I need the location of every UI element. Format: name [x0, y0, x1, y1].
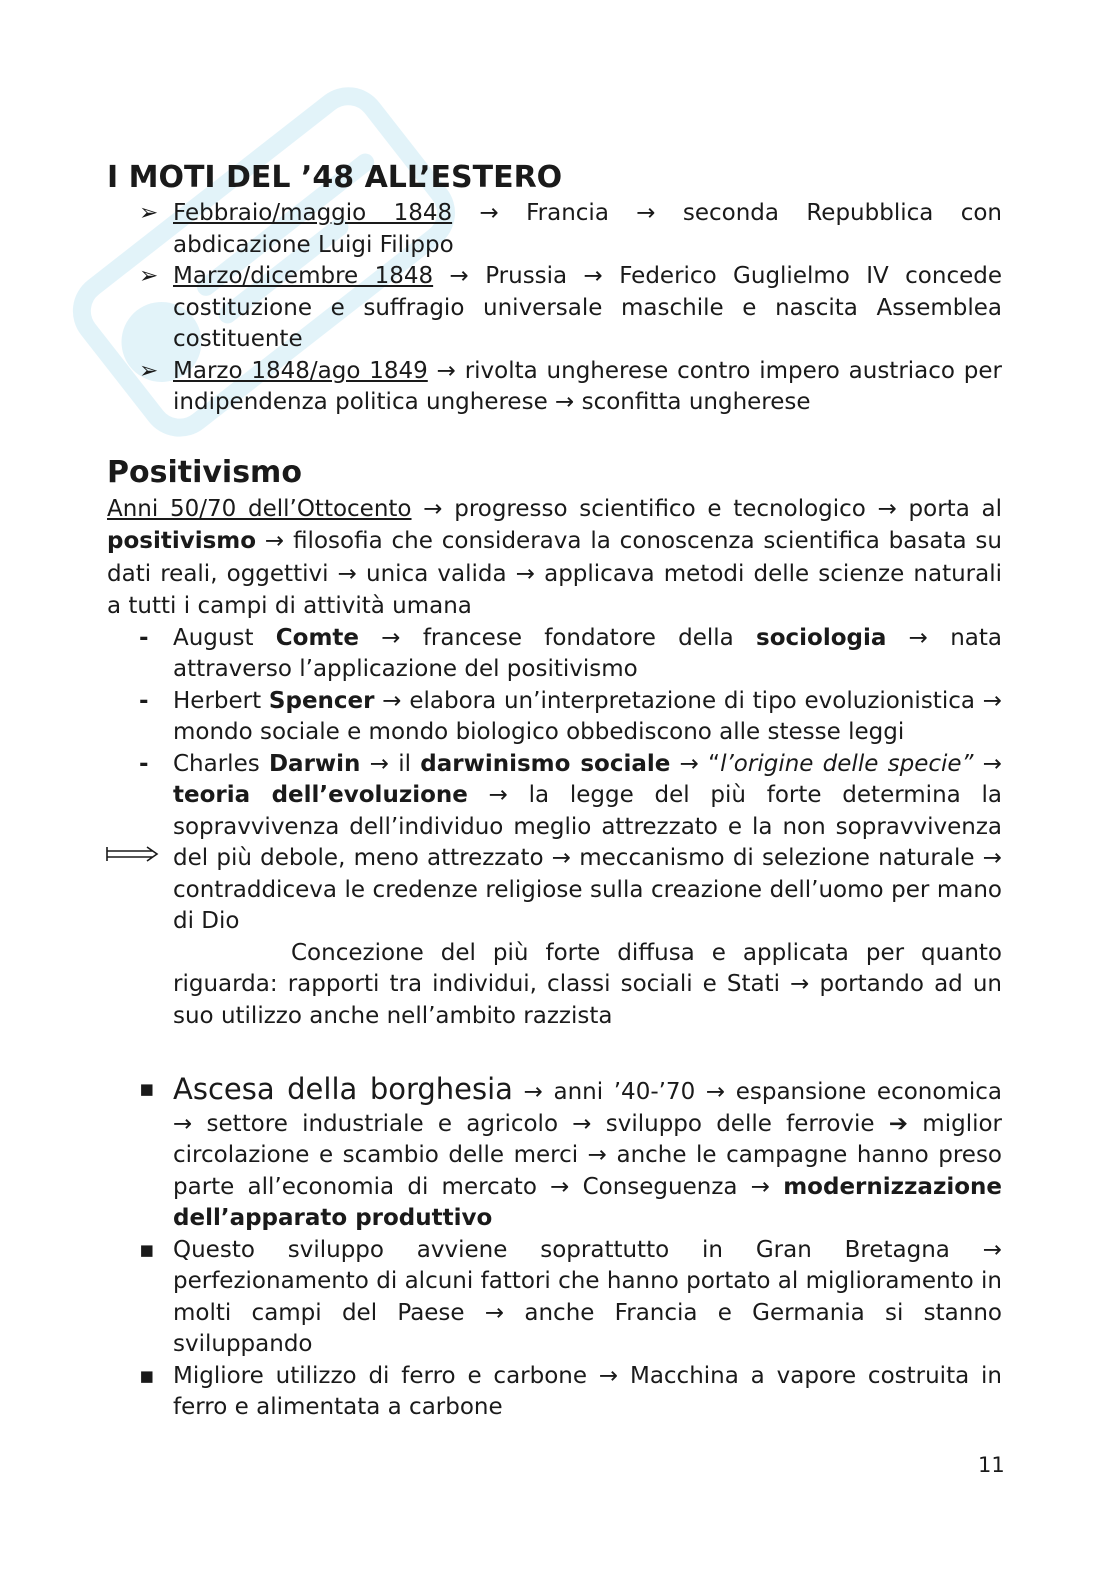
section-title-moti: I MOTI DEL ’48 ALL’ESTERO [107, 160, 563, 195]
list-item: ▪ Ascesa della borghesia → anni ’40-’70 → espansione economica → settore industriale e agricolo → sviluppo delle ferrovie ➔ miglior circolazione e scambio delle merci → anche le campagne hanno preso parte all’economia di mercato → Conseguenza → modernizzazione dell’apparato produttivo [139, 1072, 1002, 1231]
borghesia-list [107, 1074, 1002, 1424]
arrow-bullet-icon: ➢ [139, 200, 159, 226]
list-item: ➢ Febbraio/maggio 1848 → Francia → seconda Repubblica con abdicazione Luigi Filippo [139, 200, 1002, 258]
square-bullet-icon: ▪ [139, 1236, 155, 1263]
dash-bullet-icon: - [139, 750, 149, 777]
double-arrow-icon [103, 845, 161, 863]
document-page [107, 158, 1002, 1424]
list-item: - Herbert Spencer → elabora un’interpretazione di tipo evoluzionistica → mondo sociale e mondo biologico obbediscono alle stesse leggi [139, 687, 1003, 745]
list-item: ▪ Migliore utilizzo di ferro e carbone → Macchina a vapore costruita in ferro e alimentata a carbone [139, 1362, 1002, 1420]
list-item: ➢ Marzo/dicembre 1848 → Prussia → Federico Guglielmo IV concede costituzione e suffragio universale maschile e nascita Assemblea costituente [139, 263, 1002, 352]
date-label: Anni 50/70 dell’Ottocento [107, 495, 412, 522]
page-number: 11 [978, 1453, 1005, 1477]
darwin-note: Concezione del più forte diffusa e applicata per quanto riguarda: rapporti tra individui, classi sociali e Stati → portando ad un suo utilizzo anche nell’ambito razzista [173, 939, 1002, 1029]
section-title-positivismo: Positivismo [107, 454, 302, 490]
positivismo-intro: Anni 50/70 dell’Ottocento → progresso scientifico e tecnologico → porta al positivismo → filosofia che considerava la conoscenza scientifica basata su dati reali, oggettivi → unica valida → applicava metodi delle scienze naturali a tutti i campi di attività umana [107, 495, 1002, 619]
dash-bullet-icon: - [139, 624, 149, 651]
list-item: - Charles Darwin → il darwinismo sociale → “l’origine delle specie” → teoria dell’evoluzione → la legge del più forte determina la sopravvivenza dell’individuo meglio attrezzato e la non sopravvivenza del più debole, meno attrezzato → meccanismo di selezione naturale → contraddiceva le credenze religiose sulla creazione dell’uomo per mano di Dio Concezione del più forte diffusa e applicata per quanto riguarda: rapporti tra individui, classi sociali e Stati → portando ad un suo utilizzo anche nell’ambito razzista [107, 749, 1002, 1033]
dash-bullet-icon: - [139, 687, 149, 714]
moti-list [107, 198, 1002, 419]
date-label: Febbraio/maggio 1848 [173, 200, 453, 226]
arrow-bullet-icon: ➢ [139, 263, 159, 289]
list-item: ▪ Questo sviluppo avviene soprattutto in Gran Bretagna → perfezionamento di alcuni fattori che hanno portato al miglioramento in molti campi del Paese → anche Francia e Germania si stanno sviluppando [139, 1236, 1002, 1357]
square-bullet-icon: ▪ [139, 1076, 155, 1102]
date-label: Marzo/dicembre 1848 [173, 263, 434, 289]
list-item: - August Comte → francese fondatore della sociologia → nata attraverso l’applicazione del positivismo [139, 624, 1002, 682]
philosophers-list [107, 623, 1002, 1033]
date-label: Marzo 1848/ago 1849 [173, 357, 428, 384]
arrow-bullet-icon: ➢ [139, 357, 159, 384]
square-bullet-icon: ▪ [139, 1362, 155, 1389]
list-item: ➢ Marzo 1848/ago 1849 → rivolta ungherese contro impero austriaco per indipendenza politica ungherese → sconfitta ungherese [139, 357, 1003, 415]
